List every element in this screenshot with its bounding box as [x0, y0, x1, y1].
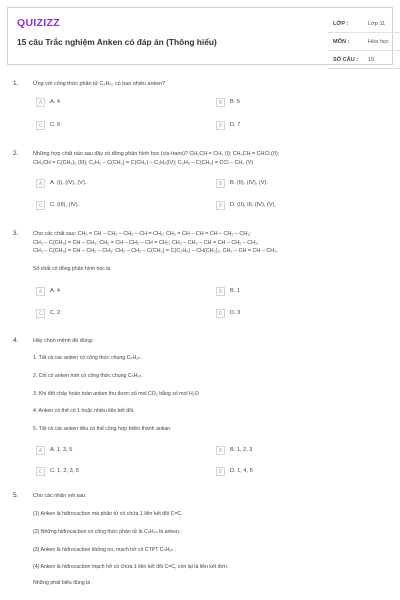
statement: 1. Tất cả các anken có công thức chung CₙH₂ₙ . [33, 355, 144, 361]
option-letter-box: D [216, 309, 225, 318]
statement: 5. Tất cả các anken đều có thể cộng hợp hiđro thành ankan. [33, 426, 172, 432]
option-text: D. 7 [230, 122, 241, 128]
option-d[interactable] [216, 121, 366, 132]
option-a[interactable] [36, 446, 186, 457]
question-prompt: Những phát biểu đúng là [33, 580, 91, 586]
meta-label: LỚP : [333, 21, 349, 27]
option-letter-box: C [36, 309, 45, 318]
meta-value: Lớp 11 [368, 21, 386, 27]
option-letter-box: A [36, 98, 45, 107]
option-text: C. (III), (IV). [50, 202, 80, 208]
option-text: A. 1, 3, 5 [50, 447, 73, 453]
question-number: 3. [13, 230, 19, 237]
option-b[interactable] [216, 287, 366, 298]
option-letter-box: A [36, 287, 45, 296]
option-letter-box: A [36, 179, 45, 188]
question-text [33, 492, 388, 501]
option-text: B. (II), (IV), (V). [230, 180, 268, 186]
document-title: 15 câu Trắc nghiệm Anken có đáp án (Thông hiểu) [17, 37, 217, 47]
quizizz-logo: QUIZIZZ [17, 17, 60, 29]
option-letter-box: D [216, 201, 225, 210]
option-d[interactable] [216, 467, 366, 478]
option-text: B. 1 [230, 288, 240, 294]
question-number: 4. [13, 337, 19, 344]
question-line: CH₃CH = C(CH₃)₂ (III); C₂H₅ – C(CH₃) = C(CH₃) – C₂H₅(IV); C₂H₅ – C(CH₃) = CCl – CH₃ (V) [33, 159, 254, 166]
statement: (3) Anken là hiđrocacbon không no, mạch hở có CTPT CₙH₂ₙ . [33, 547, 177, 553]
option-letter-box: B [216, 446, 225, 455]
meta-row-count [328, 54, 400, 69]
question-text [33, 80, 388, 89]
statement: (2) Những hiđrocacbon có công thức phân tử là CₙH₂ₙ là anken. [33, 529, 181, 535]
option-text: D. 1, 4, 5 [230, 468, 253, 474]
question-number: 2. [13, 150, 19, 157]
meta-row-grade [328, 18, 400, 33]
question-line: CH₃ – C(CH₃) = CH – CH₂ – CH₃; CH₃ – CH₂ – C(CH₃) = C(C₂H₅) – CH(CH₃)₂; CH₃ – CH = CH – CH₃. [33, 248, 278, 255]
option-text: D. (II), III, (IV), (V). [230, 202, 276, 208]
option-letter-box: C [36, 201, 45, 210]
question-text [33, 337, 388, 346]
option-b[interactable] [216, 446, 366, 457]
option-letter-box: B [216, 179, 225, 188]
meta-value: 15 [368, 57, 375, 63]
option-a[interactable] [36, 287, 186, 298]
question-line: Những hợp chất nào sau đây có đồng phân hình học (cis-trans)? CH₃CH = CH₂ (I); CH₃CH = CHCl (II); [33, 151, 280, 157]
statement: 4. Anken có thể có 1 hoặc nhiều liên kết đôi. [33, 408, 135, 414]
question-line: Cho các chất sau: CH₂ = CH – CH₂ – CH₂ – CH = CH₂; CH₂ = CH – CH = CH – CH₂ – CH₃; [33, 231, 251, 237]
option-letter-box: B [216, 287, 225, 296]
question-line: Hãy chọn mệnh đề đúng: [33, 338, 94, 344]
option-letter-box: C [36, 121, 45, 130]
meta-label: MÔN : [333, 39, 350, 45]
option-text: B. 5 [230, 99, 240, 105]
meta-table [328, 18, 400, 72]
option-text: A. (I), (IV), (V). [50, 180, 87, 186]
header-box [7, 7, 393, 65]
option-letter-box: D [216, 121, 225, 130]
question-number: 1. [13, 80, 19, 87]
option-c[interactable] [36, 201, 186, 212]
meta-label: SỐ CÂU : [333, 57, 359, 63]
option-letter-box: C [36, 467, 45, 476]
statement: 2. Chỉ có anken mới có công thức chung CₙH₂ₙ. [33, 373, 143, 379]
option-d[interactable] [216, 309, 366, 320]
question-line: Cho các nhận xét sau: [33, 493, 87, 499]
option-text: C. 1, 2, 3, 5 [50, 468, 79, 474]
question-line: CH₃ – C(CH₃) = CH – CH₃; CH₂ = CH – CH₂ – CH = CH₂; CH₃ – CH₂ – CH = CH – CH₂ – CH₃; [33, 239, 259, 246]
question-line: Ứng với công thức phân tử C₅H₁₀ có bao nhiêu anken? [33, 81, 166, 87]
meta-value: Hóa học [368, 39, 389, 45]
option-text: A. 4 [50, 288, 60, 294]
option-letter-box: D [216, 467, 225, 476]
option-c[interactable] [36, 309, 186, 320]
question-text [33, 230, 388, 256]
option-a[interactable] [36, 98, 186, 109]
statement: (1) Anken là hiđrocacbon mà phân tử có chứa 1 liên kết đôi C=C. [33, 511, 183, 517]
question-number: 5. [13, 492, 19, 499]
meta-row-subject [328, 36, 400, 51]
option-b[interactable] [216, 98, 366, 109]
option-text: D. 3 [230, 310, 241, 316]
option-text: A. 4 [50, 99, 60, 105]
question-text [33, 150, 388, 167]
question-prompt: Số chất có đồng phân hình học là [33, 266, 111, 272]
option-c[interactable] [36, 467, 186, 478]
statement: 3. Khi đốt cháy hoàn toàn anken thu được số mol CO₂ bằng số mol H₂O [33, 391, 199, 397]
option-text: C. 2 [50, 310, 61, 316]
option-letter-box: A [36, 446, 45, 455]
option-d[interactable] [216, 201, 366, 212]
option-b[interactable] [216, 179, 366, 190]
option-a[interactable] [36, 179, 186, 190]
option-text: B. 1, 2, 3 [230, 447, 253, 453]
option-letter-box: B [216, 98, 225, 107]
statement: (4) Anken là hiđrocacbon mạch hở có chứa 1 liên kết đôi C=C, còn lại là liên kết đơn. [33, 564, 229, 570]
option-c[interactable] [36, 121, 186, 132]
option-text: C. 6 [50, 122, 61, 128]
